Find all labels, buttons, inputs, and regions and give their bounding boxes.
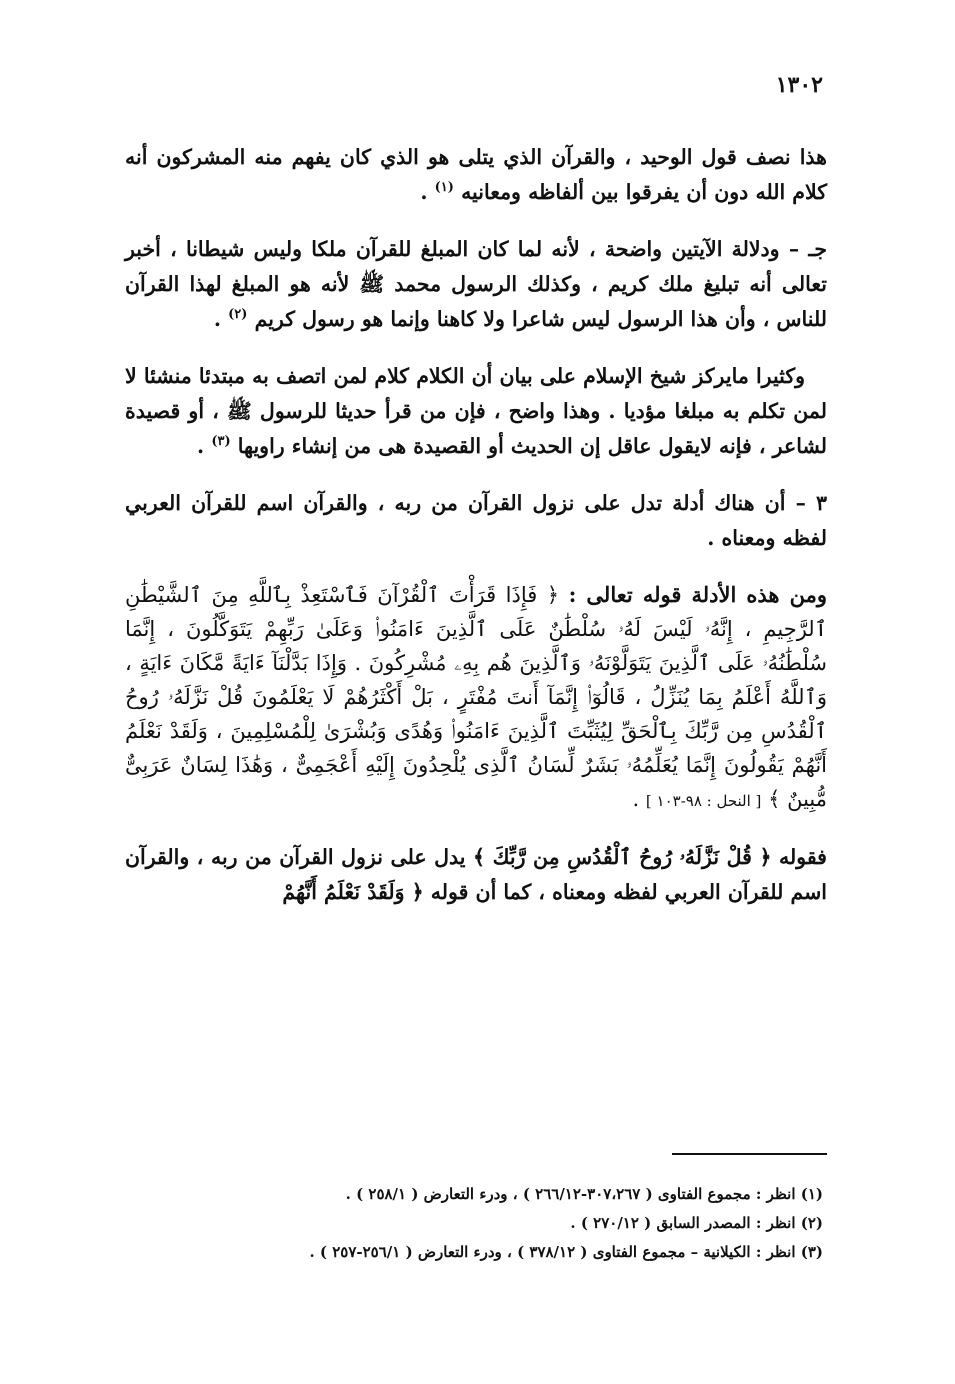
paragraph-text: فقوله ﴿ قُلْ نَزَّلَهُۥ رُوحُ ٱلْقُدُسِ مِن رَّبِّكَ ﴾ يدل على نزول القرآن من ربه ، والقرآن اسم للقرآن العربي لفظه ومعناه ، كما أن قوله ﴿ وَلَقَدْ نَعْلَمُ أَنَّهُمْ [125, 845, 827, 904]
paragraph-text: هذا نصف قول الوحيد ، والقرآن الذي يتلى هو الذي كان يفهم منه المشركون أنه كلام الله دون أن يفرقوا بين ألفاظه ومعانيه [125, 145, 827, 204]
paragraph-end: . [213, 307, 229, 331]
paragraph-2 [125, 232, 827, 337]
footnote-mark-3[interactable]: (٣) [211, 434, 231, 450]
footnote-1: (١) انظر : مجموع الفتاوى ( ٣٠٧،٢٦٧-٢٦٦/١٢ ) ، ودرء التعارض ( ٢٥٨/١ ) . [345, 1185, 823, 1203]
paragraph-4 [125, 486, 827, 556]
quran-verse: ﴿ فَإِذَا قَرَأْتَ ٱلْقُرْآنَ فَٱسْتَعِذْ بِٱللَّهِ مِنَ ٱلشَّيْطَٰنِ ٱلرَّجِيمِ ، إِنَّهُۥ لَيْسَ لَهُۥ سُلْطَٰنٌ عَلَى ٱلَّذِينَ ءَامَنُوا۟ وَعَلَىٰ رَبِّهِمْ يَتَوَكَّلُونَ ، إِنَّمَا سُلْطَٰنُهُۥ عَلَى ٱلَّذِينَ يَتَوَلَّوْنَهُۥ وَٱلَّذِينَ هُم بِهِۦ مُشْرِكُونَ . وَإِذَا بَدَّلْنَآ ءَايَةً مَّكَانَ ءَايَةٍ ، وَٱللَّهُ أَعْلَمُ بِمَا يُنَزِّلُ ، قَالُوٓا۟ إِنَّمَآ أَنتَ مُفْتَرٍ ، بَلْ أَكْثَرُهُمْ لَا يَعْلَمُونَ قُلْ نَزَّلَهُۥ رُوحُ ٱلْقُدُسِ مِن رَّبِّكَ بِٱلْحَقِّ لِيُثَبِّتَ ٱلَّذِينَ ءَامَنُوا۟ وَهُدًى وَبُشْرَىٰ لِلْمُسْلِمِينَ ، وَلَقَدْ نَعْلَمُ أَنَّهُمْ يَقُولُونَ إِنَّمَا يُعَلِّمُهُۥ بَشَرٌ لِّسَانُ ٱلَّذِى يُلْحِدُونَ إِلَيْهِ أَعْجَمِىٌّ ، وَهَٰذَا لِسَانٌ عَرَبِىٌّ مُّبِينٌ ﴾ [125, 583, 827, 811]
footnote-mark-2[interactable]: (٢) [228, 307, 248, 323]
body-text [125, 140, 827, 932]
paragraph-end: . [632, 787, 646, 811]
paragraph-text: ٣ – أن هناك أدلة تدل على نزول القرآن من ربه ، والقرآن اسم للقرآن العربي لفظه ومعناه . [125, 491, 827, 550]
footnote-divider [672, 1153, 827, 1155]
verse-reference: [ النحل : ٩٨-١٠٣ ] [645, 792, 762, 810]
paragraph-last [125, 840, 827, 910]
paragraph-1 [125, 140, 827, 210]
verse-intro: ومن هذه الأدلة قوله تعالى : [568, 582, 827, 607]
paragraph-3 [125, 359, 827, 464]
paragraph-end: . [197, 434, 212, 458]
footnote-3: (٣) انظر : الكيلانية – مجموع الفتاوى ( ٣٧٨/١٢ ) ، ودرء التعارض ( ٢٥٦/١-٢٥٧ ) . [309, 1243, 823, 1261]
page-number: ١٣٠٢ [775, 72, 823, 98]
paragraph-text: جـ – ودلالة الآيتين واضحة ، لأنه لما كان المبلغ للقرآن ملكا وليس شيطانا ، أخبر تعالى أنه تبليغ ملك كريم ، وكذلك الرسول محمد ﷺ لأنه هو المبلغ لهذا القرآن للناس ، وأن هذا الرسول ليس شاعرا ولا كاهنا وإنما هو رسول كريم [125, 237, 827, 331]
paragraph-text: وكثيرا مايركز شيخ الإسلام على بيان أن الكلام كلام لمن اتصف به مبتدئا منشئا لا لمن تكلم به مبلغا مؤديا . وهذا واضح ، فإن من قرأ حديثا للرسول ﷺ ، أو قصيدة لشاعر ، فإنه لايقول عاقل إن الحديث أو القصيدة هى من إنشاء راويها [125, 364, 827, 458]
footnote-2: (٢) انظر : المصدر السابق ( ٢٧٠/١٢ ) . [570, 1214, 823, 1232]
footnotes [123, 1182, 823, 1269]
verse-paragraph [125, 578, 827, 818]
paragraph-end: . [420, 180, 435, 204]
footnote-mark-1[interactable]: (١) [434, 180, 454, 196]
